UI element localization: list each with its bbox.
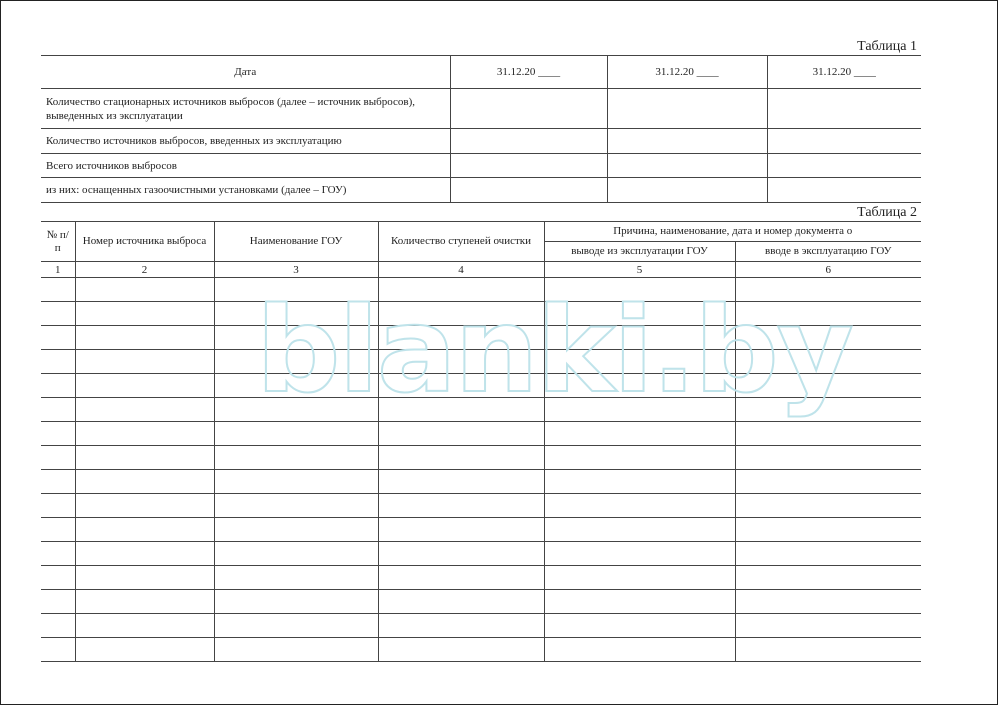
table1-cell[interactable]	[450, 129, 607, 154]
table2-caption: Таблица 2	[857, 205, 917, 220]
table2-cell[interactable]	[41, 350, 75, 374]
table2-cell[interactable]	[75, 542, 214, 566]
table2-cell[interactable]	[41, 638, 75, 662]
table2-cell[interactable]	[214, 518, 378, 542]
table1-cell[interactable]	[767, 154, 921, 178]
table2-cell[interactable]	[544, 494, 735, 518]
table2-cell[interactable]	[378, 470, 544, 494]
table-row	[41, 518, 921, 542]
table1-row	[41, 129, 921, 154]
column-number: 6	[735, 262, 921, 278]
table-row	[41, 302, 921, 326]
table1-cell[interactable]	[607, 89, 767, 129]
table2-cell[interactable]	[214, 350, 378, 374]
table2-cell[interactable]	[735, 518, 921, 542]
row-label-gou-equipped: из них: оснащенных газоочистными установками (далее – ГОУ)	[41, 178, 450, 203]
table2-cell[interactable]	[214, 422, 378, 446]
table2-cell[interactable]	[214, 638, 378, 662]
table2-cell[interactable]	[41, 374, 75, 398]
table-row	[41, 398, 921, 422]
table2-cell[interactable]	[214, 326, 378, 350]
table-row	[41, 278, 921, 302]
table2-cell[interactable]	[735, 566, 921, 590]
table2-cell[interactable]	[378, 350, 544, 374]
table2-cell[interactable]	[378, 374, 544, 398]
table2-cell[interactable]	[378, 518, 544, 542]
table2-cell[interactable]	[544, 470, 735, 494]
table2-cell[interactable]	[544, 518, 735, 542]
table2-cell[interactable]	[378, 422, 544, 446]
table2-cell[interactable]	[214, 302, 378, 326]
table2-cell[interactable]	[41, 614, 75, 638]
table2-cell[interactable]	[544, 374, 735, 398]
column-number: 1	[41, 262, 75, 278]
table2-cell[interactable]	[735, 398, 921, 422]
table1-row	[41, 178, 921, 203]
table1-cell[interactable]	[450, 154, 607, 178]
table2-cell[interactable]	[41, 494, 75, 518]
table-row	[41, 470, 921, 494]
table2-cell[interactable]	[735, 470, 921, 494]
date-column-2: 31.12.20 ____	[607, 56, 767, 89]
table2-cell[interactable]	[735, 302, 921, 326]
table2-cell[interactable]	[214, 566, 378, 590]
table2-cell[interactable]	[214, 494, 378, 518]
table2-cell[interactable]	[544, 398, 735, 422]
date-column-1: 31.12.20 ____	[450, 56, 607, 89]
table2-cell[interactable]	[75, 470, 214, 494]
table2-cell[interactable]	[75, 350, 214, 374]
table-row	[41, 494, 921, 518]
table2-cell[interactable]	[378, 398, 544, 422]
table2-cell[interactable]	[544, 422, 735, 446]
table2-cell[interactable]	[75, 278, 214, 302]
table1-cell[interactable]	[450, 89, 607, 129]
table-row	[41, 590, 921, 614]
table2-cell[interactable]	[214, 446, 378, 470]
table1-cell[interactable]	[767, 129, 921, 154]
table-row	[41, 350, 921, 374]
table2-cell[interactable]	[214, 278, 378, 302]
table2-cell[interactable]	[214, 542, 378, 566]
table2-cell[interactable]	[544, 278, 735, 302]
table2-cell[interactable]	[214, 590, 378, 614]
table1-cell[interactable]	[450, 178, 607, 203]
table2-cell[interactable]	[544, 566, 735, 590]
table2-cell[interactable]	[544, 446, 735, 470]
table2-cell[interactable]	[41, 518, 75, 542]
table2-cell[interactable]	[735, 614, 921, 638]
table2-cell[interactable]	[378, 590, 544, 614]
column-number: 5	[544, 262, 735, 278]
table-row	[41, 566, 921, 590]
column-number: 2	[75, 262, 214, 278]
table-row	[41, 422, 921, 446]
table2-cell[interactable]	[735, 542, 921, 566]
header-commissioning: вводе в эксплуатацию ГОУ	[735, 242, 921, 262]
table2-cell[interactable]	[75, 302, 214, 326]
table2-cell[interactable]	[378, 638, 544, 662]
table2-cell[interactable]	[544, 638, 735, 662]
table2-cell[interactable]	[378, 302, 544, 326]
table2-cell[interactable]	[75, 374, 214, 398]
table2-cell[interactable]	[378, 566, 544, 590]
table2-cell[interactable]	[75, 494, 214, 518]
table-row	[41, 326, 921, 350]
table2-cell[interactable]	[75, 398, 214, 422]
table1-cell[interactable]	[767, 178, 921, 203]
table2-cell[interactable]	[735, 326, 921, 350]
row-label-withdrawn-sources: Количество стационарных источников выбросов (далее – источник выбросов), выведенных из эксплуатации	[41, 89, 450, 129]
table1-row	[41, 89, 921, 129]
table2-cell[interactable]	[378, 542, 544, 566]
watermark-logo: blanki.by	[256, 281, 852, 419]
table2-cell[interactable]	[41, 542, 75, 566]
table1-cell[interactable]	[607, 129, 767, 154]
table2-cell[interactable]	[378, 326, 544, 350]
table2-cell[interactable]	[378, 278, 544, 302]
table2-cell[interactable]	[735, 374, 921, 398]
header-reason-group: Причина, наименование, дата и номер документа о	[544, 222, 921, 242]
table2-cell[interactable]	[544, 326, 735, 350]
table2-cell[interactable]	[75, 638, 214, 662]
table2-cell[interactable]	[214, 398, 378, 422]
table2-cell[interactable]	[41, 422, 75, 446]
table1-cell[interactable]	[607, 178, 767, 203]
table2-cell[interactable]	[735, 494, 921, 518]
header-cleaning-stages: Количество ступеней очистки	[378, 222, 544, 262]
table1-caption: Таблица 1	[857, 39, 917, 54]
table-row	[41, 614, 921, 638]
table-row	[41, 374, 921, 398]
table2-cell[interactable]	[41, 326, 75, 350]
table2-header-row	[41, 222, 921, 242]
table2-cell[interactable]	[735, 350, 921, 374]
table1-header-row	[41, 56, 921, 89]
table1-cell[interactable]	[607, 154, 767, 178]
header-gou-name: Наименование ГОУ	[214, 222, 378, 262]
table2-cell[interactable]	[41, 446, 75, 470]
table1-cell[interactable]	[767, 89, 921, 129]
table2-cell[interactable]	[75, 566, 214, 590]
row-label-commissioned-sources: Количество источников выбросов, введенных из эксплуатацию	[41, 129, 450, 154]
table2-cell[interactable]	[378, 494, 544, 518]
table2-cell[interactable]	[544, 614, 735, 638]
table2-cell[interactable]	[75, 446, 214, 470]
table2-cell[interactable]	[41, 566, 75, 590]
table1-row	[41, 154, 921, 178]
header-source-number: Номер источника выброса	[75, 222, 214, 262]
table2-cell[interactable]	[214, 470, 378, 494]
column-number: 4	[378, 262, 544, 278]
table2-cell[interactable]	[75, 614, 214, 638]
table2-cell[interactable]	[214, 374, 378, 398]
table2-cell[interactable]	[735, 446, 921, 470]
date-column-3: 31.12.20 ____	[767, 56, 921, 89]
table-row	[41, 638, 921, 662]
table2-cell[interactable]	[544, 590, 735, 614]
table2-cell[interactable]	[41, 398, 75, 422]
table2-cell[interactable]	[544, 542, 735, 566]
column-number: 3	[214, 262, 378, 278]
date-header-label: Дата	[41, 56, 450, 89]
table2-cell[interactable]	[75, 422, 214, 446]
table2-cell[interactable]	[735, 422, 921, 446]
header-num: № п/п	[41, 222, 75, 262]
table2-cell[interactable]	[378, 446, 544, 470]
table-row	[41, 446, 921, 470]
table2-cell[interactable]	[75, 326, 214, 350]
table2-cell[interactable]	[41, 278, 75, 302]
table2-cell[interactable]	[41, 302, 75, 326]
row-label-total-sources: Всего источников выбросов	[41, 154, 450, 178]
table1	[41, 55, 921, 203]
table2-column-numbers-row	[41, 262, 921, 278]
table2-cell[interactable]	[544, 350, 735, 374]
table2-cell[interactable]	[214, 614, 378, 638]
table2-cell[interactable]	[378, 614, 544, 638]
table2-cell[interactable]	[735, 278, 921, 302]
table2-cell[interactable]	[75, 518, 214, 542]
table2-cell[interactable]	[41, 470, 75, 494]
table2	[41, 221, 921, 662]
header-withdrawal: выводе из эксплуатации ГОУ	[544, 242, 735, 262]
table2-cell[interactable]	[735, 590, 921, 614]
table2-cell[interactable]	[544, 302, 735, 326]
table2-cell[interactable]	[735, 638, 921, 662]
table-row	[41, 542, 921, 566]
table2-cell[interactable]	[41, 590, 75, 614]
table2-cell[interactable]	[75, 590, 214, 614]
